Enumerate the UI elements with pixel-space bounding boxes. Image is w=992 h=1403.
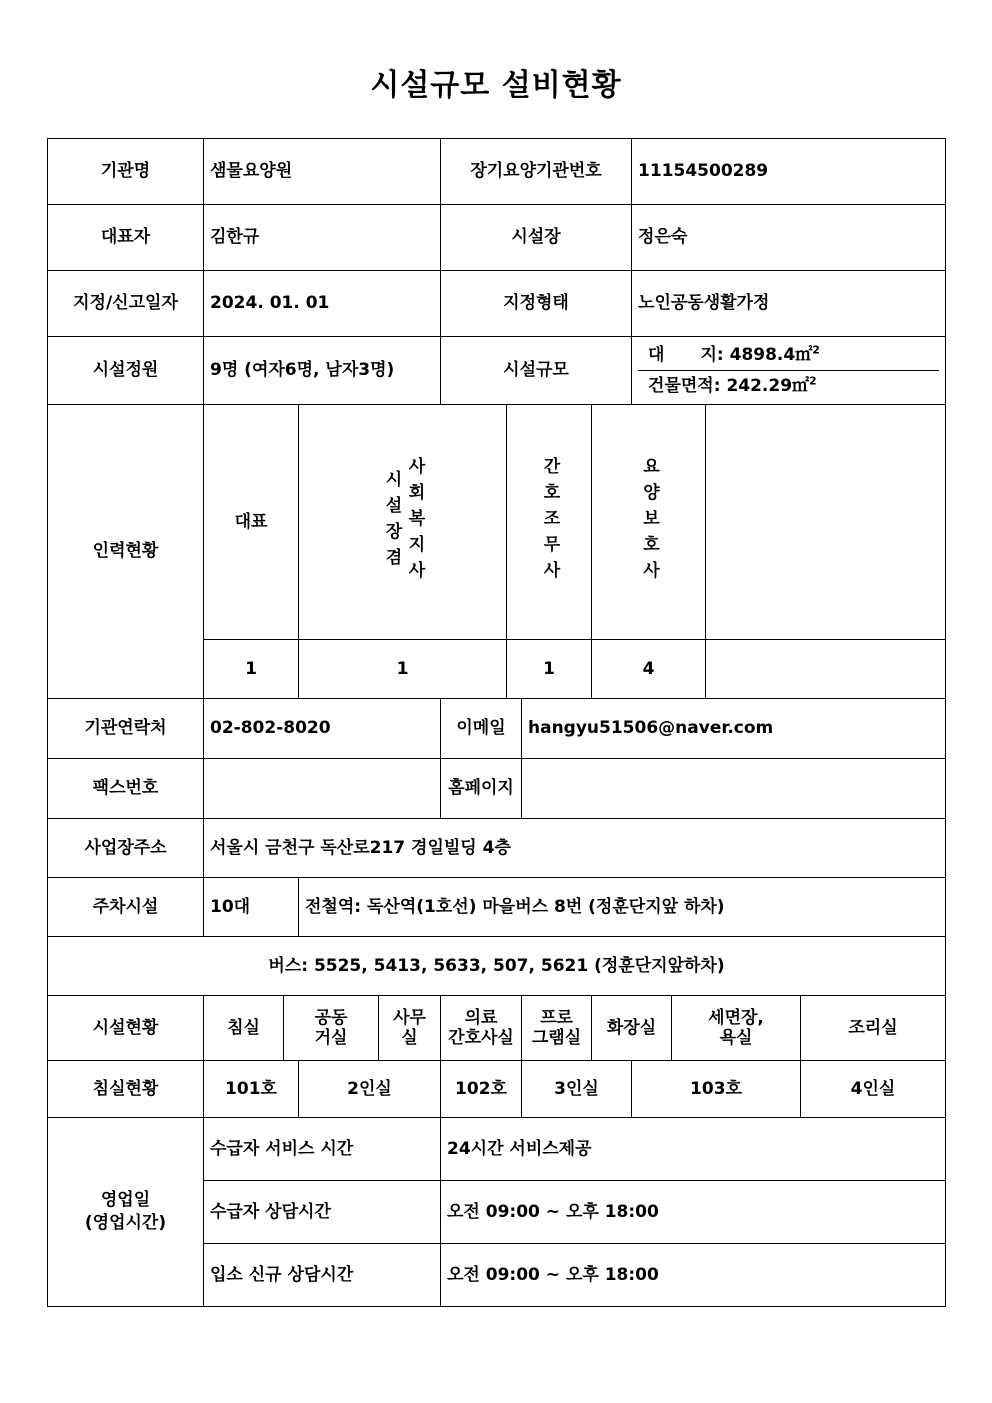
staff-role-2-line1: 간호조무사 [539, 457, 560, 587]
table-row-phone [48, 699, 946, 759]
facility-room-0-line1: 침실 [227, 1017, 260, 1038]
bedroom-cell-3: 3인실 [522, 1061, 632, 1118]
facility-room-6 [672, 996, 801, 1061]
bedroom-cell-0: 101호 [204, 1061, 299, 1118]
label-admission-consult-hours: 입소 신규 상담시간 [204, 1244, 441, 1307]
label-email: 이메일 [441, 699, 522, 759]
facility-room-5 [592, 996, 672, 1061]
table-row-designation [48, 271, 946, 337]
facility-room-7 [801, 996, 946, 1061]
label-homepage: 홈페이지 [441, 759, 522, 819]
staff-count-3: 4 [592, 640, 706, 699]
table-row-fax [48, 759, 946, 819]
table-row-capacity [48, 337, 946, 405]
value-ltc-number: 11154500289 [632, 139, 946, 205]
table-row-org [48, 139, 946, 205]
facility-room-3-line1: 의료 [464, 1007, 498, 1028]
scale-building-row [638, 371, 939, 402]
staff-count-0: 1 [204, 640, 299, 699]
staff-role-1-line1: 시설장겸 [381, 470, 402, 574]
table-row-bus [48, 937, 946, 996]
label-address: 사업장주소 [48, 819, 204, 878]
label-business-days-line1: 영업일 [100, 1190, 151, 1211]
value-building-area: 건물면적: 242.29㎡$^2$ [648, 373, 817, 396]
value-designation-date: 2024. 01. 01 [204, 271, 441, 337]
label-staff-section: 인력현황 [48, 405, 204, 699]
scale-land-row [638, 340, 939, 371]
bedroom-cell-4: 103호 [632, 1061, 801, 1118]
value-transit: 전철역: 독산역(1호선) 마을버스 8번 (정훈단지앞 하차) [299, 878, 946, 937]
staff-role-2 [507, 405, 592, 640]
facility-info-table [47, 138, 946, 1307]
unit-building: ㎡ [792, 375, 810, 396]
label-building-prefix: 건물면적: [648, 375, 721, 396]
label-service-hours: 수급자 서비스 시간 [204, 1118, 441, 1181]
value-service-hours: 24시간 서비스제공 [441, 1118, 946, 1181]
value-admission-consult-hours: 오전 09:00 ~ 오후 18:00 [441, 1244, 946, 1307]
table-row-ceo [48, 205, 946, 271]
label-business-days-line2: (영업시간) [84, 1213, 167, 1233]
value-land-number: 4898.4 [729, 344, 796, 365]
value-address: 서울시 금천구 독산로217 경일빌딩 4층 [204, 819, 946, 878]
facility-room-3 [441, 996, 522, 1061]
value-ceo: 김한규 [204, 205, 441, 271]
value-phone: 02-802-8020 [204, 699, 441, 759]
staff-role-4 [706, 405, 946, 640]
value-parking: 10대 [204, 878, 299, 937]
facility-room-2 [379, 996, 441, 1061]
facility-room-2-line1: 사무실 [393, 1007, 426, 1048]
staff-count-4 [706, 640, 946, 699]
page-title: 시설규모 설비현황 [370, 68, 622, 103]
facility-room-4 [522, 996, 592, 1061]
table-row-hours-1 [48, 1118, 946, 1181]
value-scale-group [632, 337, 946, 405]
value-homepage [522, 759, 946, 819]
bedroom-cell-2: 102호 [441, 1061, 522, 1118]
facility-room-5-line1: 화장실 [606, 1017, 657, 1038]
staff-role-3-line1: 요양보호사 [639, 457, 659, 587]
staff-role-1 [299, 405, 507, 640]
bedroom-cell-5: 4인실 [801, 1061, 946, 1118]
facility-room-4-line1: 프로 [540, 1007, 573, 1028]
label-land-prefix: 대 [648, 344, 665, 365]
label-parking: 주차시설 [48, 878, 204, 937]
facility-room-1 [284, 996, 379, 1061]
label-consult-hours: 수급자 상담시간 [204, 1181, 441, 1244]
facility-room-6-line1: 세면장, [708, 1007, 764, 1028]
label-designation-date: 지정/신고일자 [48, 271, 204, 337]
label-facility-status: 시설현황 [48, 996, 204, 1061]
facility-room-3-line2: 간호사실 [448, 1028, 514, 1048]
label-org-name: 기관명 [48, 139, 204, 205]
value-designation-type: 노인공동생활가정 [632, 271, 946, 337]
label-phone: 기관연락처 [48, 699, 204, 759]
label-director: 시설장 [441, 205, 632, 271]
unit-land: ㎡ [795, 344, 813, 365]
facility-room-7-line1: 조리실 [848, 1017, 898, 1038]
staff-count-1: 1 [299, 640, 507, 699]
value-fax [204, 759, 441, 819]
facility-room-1-line2: 거실 [314, 1028, 348, 1048]
value-org-name: 샘물요양원 [204, 139, 441, 205]
facility-room-4-line2: 그램실 [531, 1028, 582, 1048]
table-row-facility-rooms [48, 996, 946, 1061]
facility-room-0 [204, 996, 284, 1061]
label-designation-type: 지정형태 [441, 271, 632, 337]
value-consult-hours: 오전 09:00 ~ 오후 18:00 [441, 1181, 946, 1244]
label-fax: 팩스번호 [48, 759, 204, 819]
table-row-address [48, 819, 946, 878]
label-bedroom-status: 침실현황 [48, 1061, 204, 1118]
value-director: 정은숙 [632, 205, 946, 271]
value-email: hangyu51506@naver.com [522, 699, 946, 759]
table-row-parking [48, 878, 946, 937]
value-building-number: 242.29 [726, 375, 793, 396]
facility-room-1-line1: 공동 [314, 1007, 348, 1028]
staff-role-1-line2: 사회복지사 [404, 457, 425, 587]
value-land-area: 대 지: 4898.4㎡$^2$ [638, 340, 939, 371]
staff-role-3 [592, 405, 706, 640]
value-capacity: 9명 (여자6명, 남자3명) [204, 337, 441, 405]
value-bus: 버스: 5525, 5413, 5633, 507, 5621 (정훈단지앞하차) [48, 937, 946, 996]
staff-count-2: 1 [507, 640, 592, 699]
label-business-days [48, 1118, 204, 1307]
staff-role-0: 대표 [204, 405, 299, 640]
label-land-suffix: 지: [700, 344, 724, 365]
table-row-staff-headers [48, 405, 946, 640]
bedroom-cell-1: 2인실 [299, 1061, 441, 1118]
label-ltc-number: 장기요양기관번호 [441, 139, 632, 205]
label-ceo: 대표자 [48, 205, 204, 271]
label-capacity: 시설정원 [48, 337, 204, 405]
table-row-bedroom-status [48, 1061, 946, 1118]
facility-room-6-line2: 욕실 [719, 1028, 753, 1048]
label-scale: 시설규모 [441, 337, 632, 405]
